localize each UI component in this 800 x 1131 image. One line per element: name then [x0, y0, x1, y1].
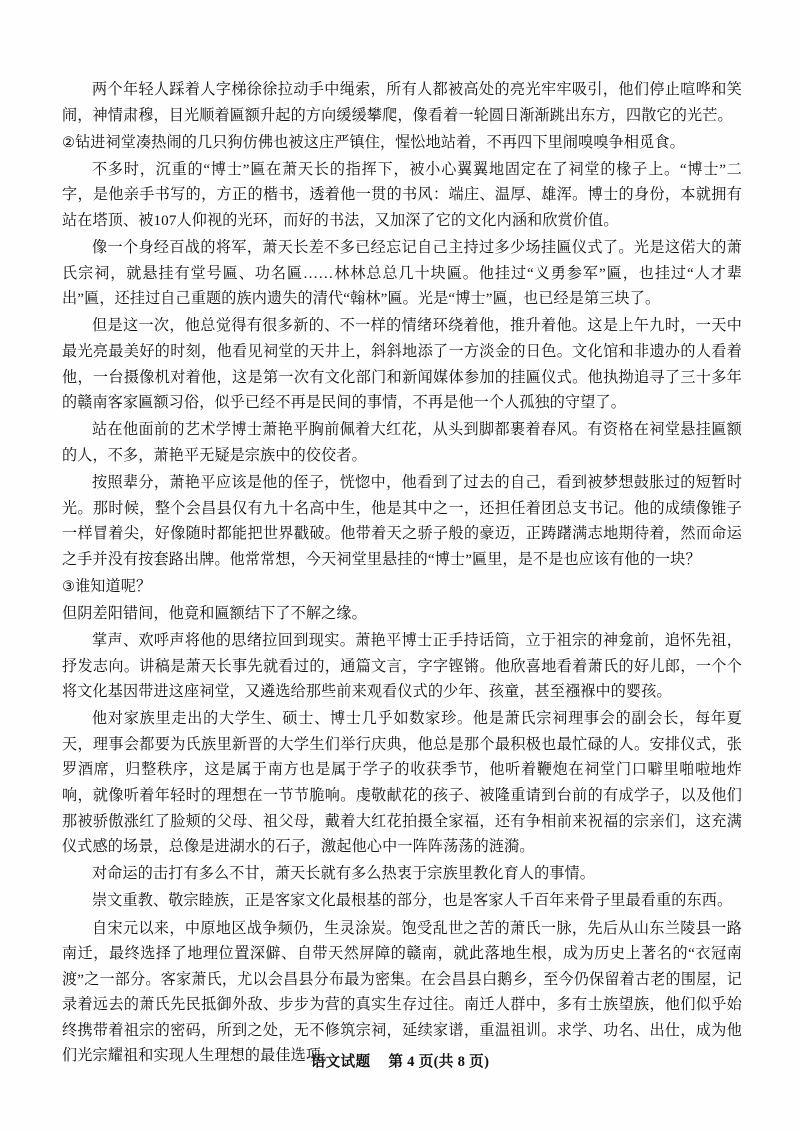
marker-3: ③	[62, 578, 76, 595]
paragraph: 像一个身经百战的将军，萧天长差不多已经忘记自己主持过多少场挂匾仪式了。光是这偌大的萧氏宗祠，就悬挂有堂号匾、功名匾……林林总总几十块匾。他挂过“义勇参军”匾，也挂过“人才辈出”匾，还挂过自己重题的族内遗失的清代“翰林”匾。光是“博士”匾，也已经是第三块了。	[62, 240, 742, 308]
paragraph: 不多时，沉重的“博士”匾在萧天长的指挥下，被小心翼翼地固定在了祠堂的椽子上。“博士”二字，是他亲手书写的，方正的楷书，透着他一贯的书风：端庄、温厚、雄浑。博士的身份，本就拥有站在塔顶、被107人仰视的光环，而好的书法，又加深了它的文化内涵和欣赏价值。	[62, 161, 742, 229]
paragraph: 但是这一次，他总觉得有很多新的、不一样的情绪环绕着他，推升着他。这是上午九时，一天中最光亮最美好的时刻，他看见祠堂的天井上，斜斜地添了一方淡金的日色。文化馆和非遗办的人看着他，一台摄像机对着他，这是第一次有文化部门和新闻媒体参加的挂匾仪式。他执拗追寻了三十多年的赣南客家匾额习俗，似乎已经不再是民间的事情，不再是他一个人孤独的守望了。	[62, 318, 742, 412]
paragraph: 站在他面前的艺术学博士萧艳平胸前佩着大红花，从头到脚都裹着春风。有资格在祠堂悬挂匾额的人，不多，萧艳平无疑是宗族中的佼佼者。	[62, 422, 742, 464]
paragraph-text: 钻进祠堂凑热闹的几只狗仿佛也被这庄严镇住，惺忪地站着，不再四下里闹嗅嗅争相觅食。	[75, 134, 685, 151]
paragraph-marked	[62, 575, 742, 601]
paragraph-marked	[62, 131, 742, 157]
paragraph: 两个年轻人踩着人字梯徐徐拉动手中绳索，所有人都被高处的亮光牢牢吸引，他们停止喧哗和笑闹，神情肃穆，目光顺着匾额升起的方向缓缓攀爬，像看着一轮圆日渐渐跳出东方，四散它的光芒。	[62, 82, 742, 124]
paragraph: 按照辈分，萧艳平应该是他的侄子，恍惚中，他看到了过去的自己，看到被梦想鼓胀过的短暂时光。那时候，整个会昌县仅有九十名高中生，他是其中之一，还担任着团总支书记。他的成绩像锥子一样冒着尖，好像随时都能把世界戳破。他带着天之骄子般的豪迈，正踌躇满志地期待着，然而命运之手并没有按套路出牌。他常常想，今天祠堂里悬挂的“博士”匾里，是不是也应该有他的一块？	[62, 474, 742, 568]
paragraph: 掌声、欢呼声将他的思绪拉回到现实。萧艳平博士正手持话筒，立于祖宗的神龛前，追怀先祖，抒发志向。讲稿是萧天长事先就看过的，通篇文言，字字铿锵。他欣喜地看着萧氏的好儿郎，一个个将文化基因带进这座祠堂，又遴选给那些前来观看仪式的少年、孩童，甚至襁褓中的婴孩。	[62, 632, 742, 701]
paragraph: 崇文重教、敬宗睦族，正是客家文化最根基的部分，也是客家人千百年来骨子里最看重的东西。	[92, 893, 733, 910]
paragraph: 他对家族里走出的大学生、硕士、博士几乎如数家珍。他是萧氏宗祠理事会的副会长，每年夏天，理事会都要为氏族里新晋的大学生们举行庆典，他总是那个最积极也最忙碌的人。安排仪式，张罗酒席，归整秩序，这是属于南方也是属于学子的收获季节，他听着鞭炮在祠堂门口噼里啪啦地炸响，就像听着年轻时的理想在一节节脆响。虔敬献花的孩子、被隆重请到台前的有成学子，以及他们那被骄傲涨红了脸颊的父母、祖父母，戴着大红花拍摄全家福，还有争相前来祝福的宗亲们，这充满仪式感的场景，总像是进湖水的石子，激起他心中一阵阵荡荡的涟漪。	[62, 711, 742, 856]
marker-2: ②	[62, 134, 76, 151]
page-footer	[0, 1050, 800, 1071]
paragraph: 自宋元以来，中原地区战争频仍，生灵涂炭。饱受乱世之苦的萧氏一脉，先后从山东兰陵县一路南迁，最终选择了地理位置深僻、自带天然屏障的赣南，就此落地生根，成为历史上著名的“衣冠南渡”之一部分。客家萧氏，尤以会昌县分布最为密集。在会昌县白鹅乡，至今仍保留着古老的围屋，记录着远去的萧氏先民抵御外敌、步步为营的真实生存过往。南迁人群中，多有士族望族，他们似乎始终携带着祖宗的密码，所到之处，无不修筑宗祠，延续家谱，重温祖训。求学、功名、出仕，成为他们光宗耀祖和实现人生理想的最佳选项。	[62, 920, 742, 1065]
paragraph-text: 谁知道呢？	[75, 578, 152, 595]
footer-title: 语文试题	[310, 1054, 371, 1070]
footer-page-number: 第 4 页(共 8 页)	[388, 1054, 490, 1070]
document-body	[62, 78, 742, 1072]
paragraph: 但阴差阳错间，他竟和匾额结下了不解之缘。	[62, 605, 367, 622]
paragraph: 对命运的击打有多么不甘，萧天长就有多么热衷于宗族里教化育人的事情。	[92, 866, 596, 883]
